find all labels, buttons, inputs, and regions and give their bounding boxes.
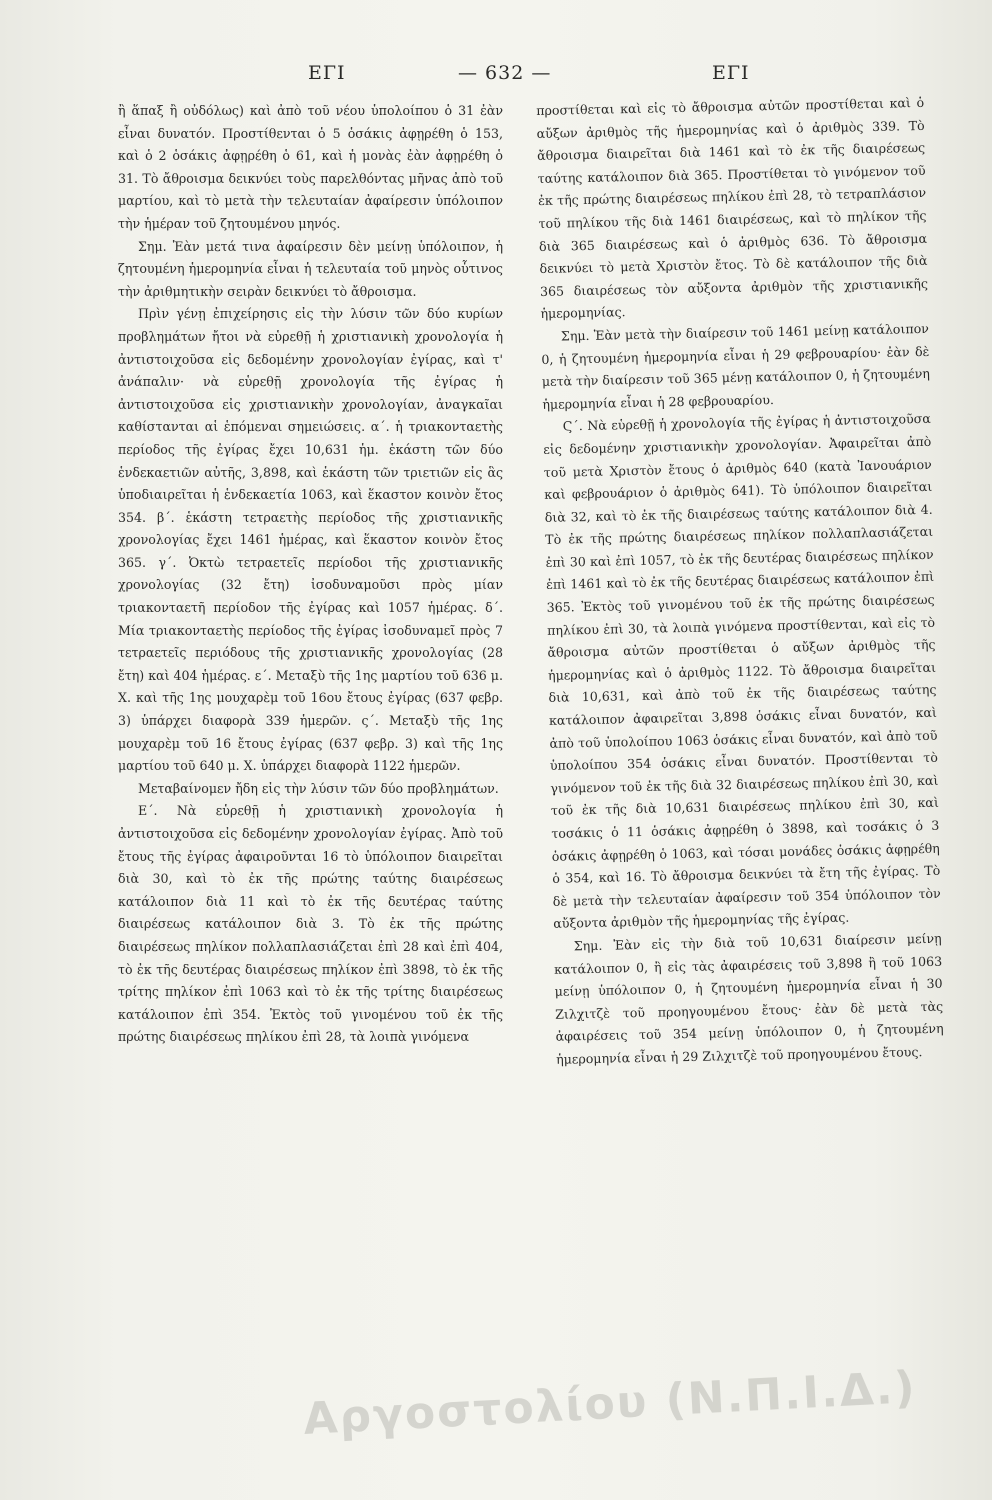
paragraph: ἢ ἅπαξ ἢ οὐδόλως) καὶ ἀπὸ τοῦ νέου ὑπολοίπου ὁ 31 ἐὰν εἶναι δυνατόν. Προστίθενται ὁ 5 ὁσάκις ἀφῃρέθη ὁ 153, καὶ ὁ 2 ὁσάκις ἀφῃρέθη ὁ 61, καὶ ἡ μονὰς ἐὰν ἀφῃρέθη ὁ 31. Τὸ ἄθροισμα δεικνύει τοὺς παρελθόντας μῆνας ἀπὸ τοῦ μαρτίου, καὶ τὸ μετὰ τὴν τελευταίαν ἀφαίρεσιν ὑπόλοιπον τὴν ἡμέραν τοῦ ζητουμένου μηνός. bbox=[118, 103, 503, 231]
paragraph: Πρὶν γένῃ ἐπιχείρησις εἰς τὴν λύσιν τῶν δύο κυρίων προβλημάτων ἤτοι νὰ εὑρεθῇ ἡ χριστιανικὴ χρονολογία ἡ ἀντιστοιχοῦσα εἰς δεδομένην χρονολογίαν ἐγίρας, καὶ τ' ἀνάπαλιν· νὰ εὑρεθῇ χρονολογία τῆς ἐγίρας ἡ ἀντιστοιχοῦσα εἰς χριστιανικὴν χρονολογίαν, ἀναγκαῖαι καθίστανται αἱ ἑπόμεναι σημειώσεις. α΄. ἡ τριακονταετὴς περίοδος τῆς ἐγίρας ἔχει 10,631 ἡμ. ἑκάστη τῶν δύο ἑνδεκαετιῶν αὐτῆς, 3,898, καὶ ἑκάστη τῶν τριετιῶν εἰς ἃς ὑποδιαιρεῖται ἡ ἑνδεκαετία 1063, καὶ ἕκαστον κοινὸν ἔτος 354. β΄. ἑκάστη τετραετὴς περίοδος τῆς χριστιανικῆς χρονολογίας ἔχει 1461 ἡμέρας, καὶ ἕκαστον κοινὸν ἔτος 365. γ΄. Ὀκτὼ τετραετεῖς περίοδοι τῆς χριστιανικῆς χρονολογίας (32 ἔτη) ἰσοδυναμοῦσι πρὸς μίαν τριακονταετῆ περίοδον τῆς ἐγίρας καὶ 1057 ἡμέρας. δ΄. Μία τριακονταετὴς περίοδος τῆς ἐγίρας ἰσοδυναμεῖ πρὸς 7 τετραετεῖς περιόδους τῆς χριστιανικῆς χρονολογίας (28 ἔτη) καὶ 404 ἡμέρας. ε΄. Μεταξὺ τῆς 1ης μαρτίου τοῦ 636 μ. Χ. καὶ τῆς 1ης μουχαρὲμ τοῦ 16ου ἔτους ἐγίρας (637 φεβρ. 3) ὑπάρχει διαφορὰ 339 ἡμερῶν. ς΄. Μεταξὺ τῆς 1ης μουχαρὲμ τοῦ 16 ἔτους ἐγίρας (637 φεβρ. 3) καὶ τῆς 1ης μαρτίου τοῦ 640 μ. Χ. ὑπάρχει διαφορὰ 1122 ἡμερῶν. bbox=[118, 306, 503, 774]
left-column bbox=[118, 100, 503, 1430]
paragraph: Ϛ΄. Νὰ εὑρεθῇ ἡ χρονολογία τῆς ἐγίρας ἡ ἀντιστοιχοῦσα εἰς δεδομένην χριστιανικὴν χρονολογίαν. Ἀφαιρεῖται ἀπὸ τοῦ μετὰ Χριστὸν ἔτους ὁ ἀριθμὸς 640 (κατὰ Ἰανουάριον καὶ φεβρουάριον ὁ ἀριθμὸς 641). Τὸ ὑπόλοιπον διαιρεῖται διὰ 32, καὶ τὸ ἐκ τῆς διαιρέσεως ταύτης κατάλοιπον διὰ 4. Τὸ ἐκ τῆς πρώτης διαιρέσεως πηλίκον πολλαπλασιάζεται ἐπὶ 30 καὶ ἐπὶ 1057, τὸ ἐκ τῆς δευτέρας διαιρέσεως πηλίκον ἐπὶ 1461 καὶ τὸ ἐκ τῆς δευτέρας διαιρέσεως κατάλοιπον ἐπὶ 365. Ἐκτὸς τοῦ γινομένου τοῦ ἐκ τῆς πρώτης διαιρέσεως πηλίκου ἐπὶ 30, τὰ λοιπὰ γινόμενα προστίθενται, καὶ εἰς τὸ ἄθροισμα αὐτῶν προστίθεται ὁ αὔξων ἀριθμὸς τῆς ἡμερομηνίας καὶ ὁ ἀριθμὸς 1122. Τὸ ἄθροισμα διαιρεῖται διὰ 10,631, καὶ ἀπὸ τοῦ ἐκ τῆς διαιρέσεως ταύτης κατάλοιπον ἀφαιρεῖται 3,898 ὁσάκις εἶναι δυνατόν, καὶ ἀπὸ τοῦ ὑπολοίπου 1063 ὁσάκις εἶναι δυνατόν, καὶ ἀπὸ τοῦ ὑπολοίπου 354 ὁσάκις εἶναι δυνατόν. Προστίθενται τὸ γινόμενον τοῦ ἐκ τῆς διὰ 32 διαιρέσεως πηλίκου ἐπὶ 30, καὶ τοῦ ἐκ τῆς διὰ 10,631 διαιρέσεως πηλίκου ἐπὶ 30, καὶ τοσάκις ὁ 11 ὁσάκις ἀφῃρέθη ὁ 3898, καὶ τοσάκις ὁ 3 ὁσάκις ἀφῃρέθη ὁ 1063, καὶ τόσαι μονάδες ὁσάκις ἀφῃρέθη ὁ 354, καὶ 16. Τὸ ἄθροισμα δεικνύει τὰ ἔτη τῆς ἐγίρας. Τὸ δὲ μετὰ τὴν τελευταίαν ἀφαίρεσιν τοῦ 354 ὑπόλοιπον τὸν αὔξοντα ἀριθμὸν τῆς ἡμερομηνίας τῆς ἐγίρας. bbox=[543, 411, 941, 932]
paragraph: Ε΄. Νὰ εὑρεθῇ ἡ χριστιανικὴ χρονολογία ἡ ἀντιστοιχοῦσα εἰς δεδομένην χρονολογίαν ἐγίρας. Ἀπὸ τοῦ ἔτους τῆς ἐγίρας ἀφαιροῦνται 16 τὸ ὑπόλοιπον διαιρεῖται διὰ 30, καὶ τὸ ἐκ τῆς πρώτης ταύτης διαιρέσεως κατάλοιπον διὰ 11 καὶ τὸ ἐκ τῆς δευτέρας ταύτης διαιρέσεως κατάλοιπον διὰ 3. Τὸ ἐκ τῆς πρώτης διαιρέσεως πηλίκον πολλαπλασιάζεται ἐπὶ 28 καὶ ἐπὶ 404, τὸ ἐκ τῆς δευτέρας διαιρέσεως πηλίκον ἐπὶ 3898, τὸ ἐκ τῆς τρίτης πηλίκον ἐπὶ 1063 καὶ τὸ ἐκ τῆς τρίτης διαιρέσεως κατάλοιπον ἐπὶ 354. Ἐκτὸς τοῦ γινομένου τοῦ ἐκ τῆς πρώτης διαιρέσεως πηλίκου ἐπὶ 28, τὰ λοιπὰ γινόμενα bbox=[118, 803, 503, 1045]
header-right-keyword: ΕΓΙ bbox=[712, 62, 750, 84]
library-watermark: Αργοστολίου (Ν.Π.Ι.Δ.) bbox=[302, 1361, 918, 1446]
paragraph: προστίθεται καὶ εἰς τὸ ἄθροισμα αὐτῶν προστίθεται καὶ ὁ αὔξων ἀριθμὸς τῆς ἡμερομηνίας καὶ ὁ ἀριθμὸς 339. Τὸ ἄθροισμα διαιρεῖται διὰ 1461 καὶ τὸ ἐκ τῆς διαιρέσεως ταύτης κατάλοιπον διὰ 365. Προστίθεται τὸ γινόμενον τοῦ ἐκ τῆς πρώτης διαιρέσεως πηλίκου ἐπὶ 28, τὸ τετραπλάσιον τοῦ πηλίκου τῆς διὰ 1461 διαιρέσεως, καὶ τὸ πηλίκον τῆς διὰ 365 διαιρέσεως καὶ ὁ ἀριθμὸς 636. Τὸ ἄθροισμα δεικνύει τὸ μετὰ Χριστὸν ἔτος. Τὸ δὲ κατάλοιπον τῆς διὰ 365 διαιρέσεως τὸν αὔξοντα ἀριθμὸν τῆς χριστιανικῆς ἡμερομηνίας. bbox=[536, 94, 929, 322]
paragraph: Σημ. Ἐὰν εἰς τὴν διὰ τοῦ 10,631 διαίρεσιν μείνῃ κατάλοιπον 0, ἢ εἰς τὰς ἀφαιρέσεις τοῦ 3,898 ἢ τοῦ 1063 μείνῃ ὑπόλοιπον 0, ἡ ζητουμένη ἡμερομηνία εἶναι ἡ 30 Ζιλχιτζὲ τοῦ προηγουμένου ἔτους· ἐὰν δὲ μετὰ τὰς ἀφαιρέσεις τοῦ 354 μείνῃ ὑπόλοιπον 0, ἡ ζητουμένη ἡμερομηνία εἶναι ἡ 29 Ζιλχιτζὲ τοῦ προηγουμένου ἔτους. bbox=[554, 930, 944, 1067]
right-column bbox=[536, 92, 952, 1430]
paragraph: Σημ. Ἐὰν μετά τινα ἀφαίρεσιν δὲν μείνῃ ὑπόλοιπον, ἡ ζητουμένη ἡμερομηνία εἶναι ἡ τελευταία τοῦ μηνὸς οὗτινος τὴν ἀριθμητικὴν σειρὰν δεικνύει τὸ ἄθροισμα. bbox=[118, 238, 503, 299]
paragraph: Μεταβαίνομεν ἤδη εἰς τὴν λύσιν τῶν δύο προβλημάτων. bbox=[138, 780, 499, 796]
paragraph: Σημ. Ἐὰν μετὰ τὴν διαίρεσιν τοῦ 1461 μείνῃ κατάλοιπον 0, ἡ ζητουμένη ἡμερομηνία εἶναι ἡ 29 φεβρουαρίου· ἐὰν δὲ μετὰ τὴν διαίρεσιν τοῦ 365 μένῃ κατάλοιπον 0, ἡ ζητουμένη ἡμερομηνία εἶναι ἡ 28 φεβρουαρίου. bbox=[541, 320, 930, 412]
page-header bbox=[0, 62, 992, 94]
header-left-keyword: ΕΓΙ bbox=[308, 62, 346, 84]
page-number: — 632 — bbox=[458, 62, 552, 84]
